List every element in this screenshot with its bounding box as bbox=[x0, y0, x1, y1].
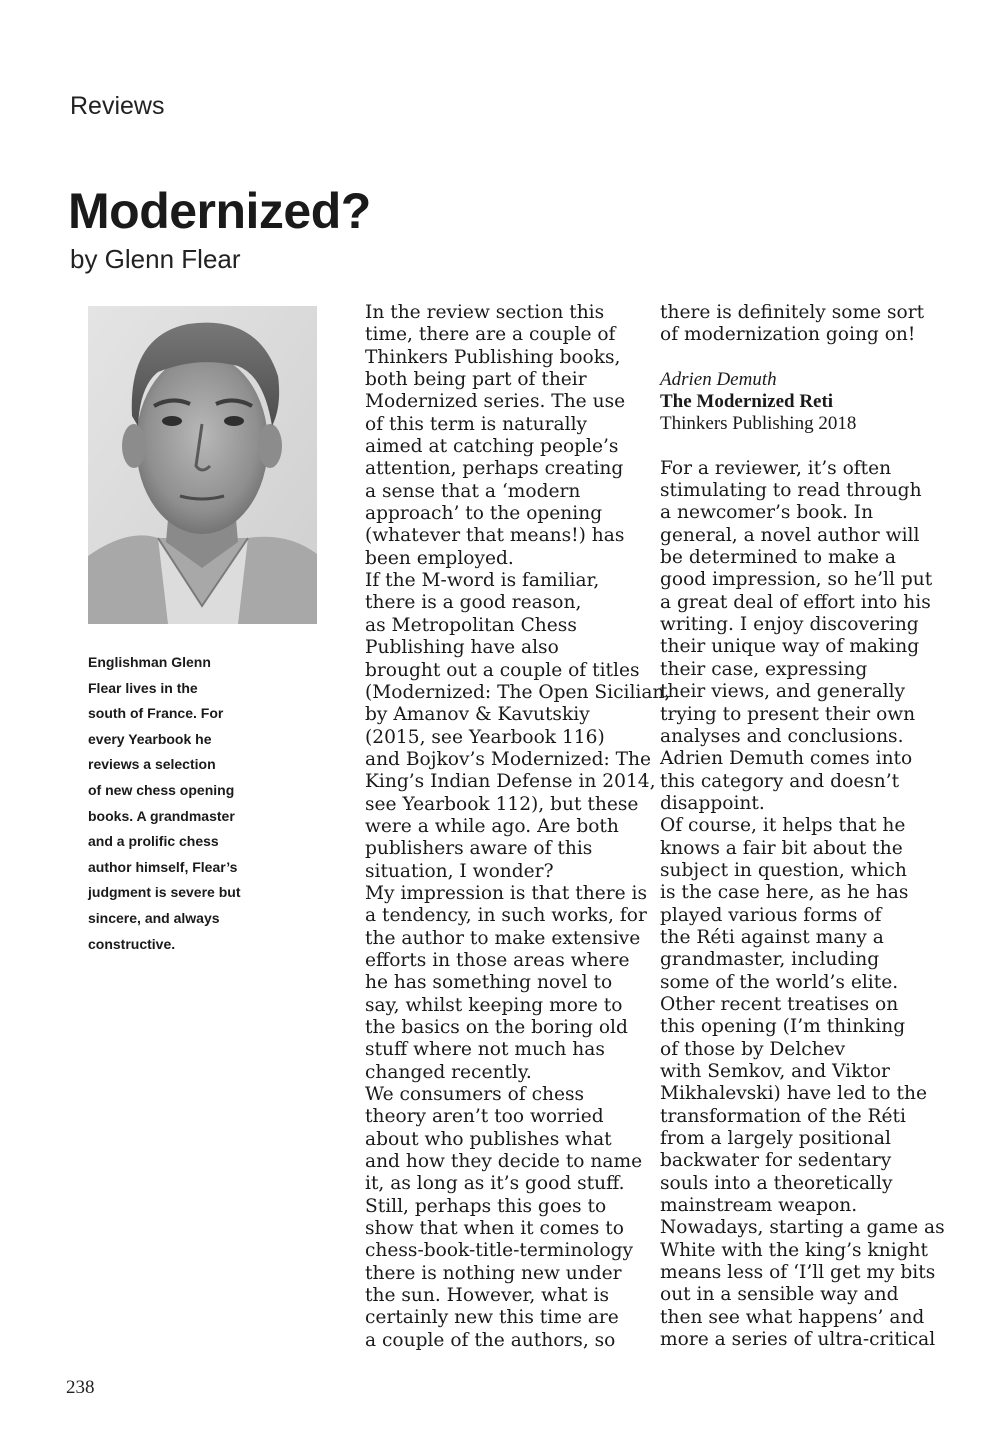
text-line: general, a novel author will bbox=[660, 524, 920, 546]
article-title: Modernized? bbox=[68, 183, 371, 239]
text-line: this category and doesn’t bbox=[660, 770, 900, 792]
text-line: more a series of ultra-critical bbox=[660, 1329, 936, 1351]
text-line: say, whilst keeping more to bbox=[365, 994, 623, 1016]
text-line: as Metropolitan Chess bbox=[365, 614, 577, 636]
text-line: show that when it comes to bbox=[365, 1218, 624, 1240]
text-line: time, there are a couple of bbox=[365, 324, 616, 346]
caption-line: every Yearbook he bbox=[88, 730, 212, 747]
caption-line: books. A grandmaster bbox=[88, 807, 235, 824]
text-line: White with the king’s knight bbox=[660, 1239, 928, 1261]
text-line: of this term is naturally bbox=[365, 413, 588, 435]
text-line: Thinkers Publishing books, bbox=[365, 346, 621, 368]
text-line: souls into a theoretically bbox=[660, 1172, 893, 1194]
text-line: My impression is that there is bbox=[365, 882, 647, 904]
text-line: means less of ‘I’ll get my bits bbox=[660, 1262, 936, 1284]
text-line: the sun. However, what is bbox=[365, 1285, 610, 1307]
text-line: this opening (I’m thinking bbox=[660, 1016, 906, 1038]
text-line: Publishing have also bbox=[365, 637, 559, 659]
text-line: aimed at catching people’s bbox=[365, 436, 619, 458]
text-line: some of the world’s elite. bbox=[660, 971, 899, 993]
text-line: their views, and generally bbox=[660, 681, 906, 703]
text-line: trying to present their own bbox=[660, 703, 916, 725]
text-line: Still, perhaps this goes to bbox=[365, 1195, 607, 1217]
text-line: Other recent treatises on bbox=[660, 993, 899, 1015]
text-line: there is a good reason, bbox=[365, 592, 582, 614]
text-line: out in a sensible way and bbox=[660, 1284, 899, 1306]
text-line: Mikhalevski) have led to the bbox=[660, 1083, 927, 1105]
caption-line: south of France. For bbox=[88, 705, 224, 722]
text-line: a couple of the authors, so bbox=[365, 1329, 616, 1351]
text-line: a tendency, in such works, for bbox=[365, 905, 647, 927]
text-line: Nowadays, starting a game as bbox=[660, 1217, 945, 1239]
caption-line: reviews a selection bbox=[88, 756, 216, 773]
text-line: a newcomer’s book. In bbox=[660, 502, 874, 524]
text-line: certainly new this time are bbox=[365, 1307, 619, 1329]
text-line: and Bojkov’s Modernized: The bbox=[365, 748, 652, 770]
body-column-1 bbox=[365, 302, 671, 1352]
book-title: The Modernized Reti bbox=[660, 391, 834, 413]
paragraph bbox=[365, 1084, 650, 1352]
text-line: both being part of their bbox=[365, 369, 587, 391]
text-line: For a reviewer, it’s often bbox=[660, 457, 892, 479]
text-line: disappoint. bbox=[660, 792, 765, 814]
text-line: he has something novel to bbox=[365, 972, 613, 994]
text-line: situation, I wonder? bbox=[365, 860, 554, 882]
text-line: chess-book-title-terminology bbox=[365, 1240, 634, 1262]
text-line: it, as long as it’s good stuff. bbox=[365, 1173, 625, 1195]
text-line: Adrien Demuth comes into bbox=[660, 748, 913, 770]
text-line: and how they decide to name bbox=[365, 1151, 643, 1173]
caption-line: sincere, and always bbox=[88, 909, 220, 926]
text-line: brought out a couple of titles bbox=[365, 659, 640, 681]
article-byline: by Glenn Flear bbox=[70, 244, 241, 274]
book-publisher: Thinkers Publishing 2018 bbox=[660, 413, 857, 435]
text-line: subject in question, which bbox=[660, 859, 907, 881]
caption-line: constructive. bbox=[88, 935, 176, 952]
text-line: We consumers of chess bbox=[365, 1084, 585, 1106]
paragraph bbox=[365, 302, 650, 570]
text-line: If the M-word is familiar, bbox=[365, 570, 600, 592]
text-line: there is definitely some sort bbox=[660, 302, 925, 323]
text-line: with Semkov, and Viktor bbox=[660, 1061, 890, 1082]
text-line: a sense that a ‘modern bbox=[365, 480, 581, 502]
text-line: changed recently. bbox=[365, 1061, 532, 1083]
text-line: efforts in those areas where bbox=[365, 949, 630, 971]
text-line: backwater for sedentary bbox=[660, 1150, 892, 1172]
text-line: there is nothing new under bbox=[365, 1262, 622, 1284]
text-line: stimulating to read through bbox=[660, 480, 922, 502]
paragraph bbox=[365, 570, 671, 883]
text-line: transformation of the Réti bbox=[660, 1105, 906, 1127]
text-line: grandmaster, including bbox=[660, 949, 880, 971]
text-line: the author to make extensive bbox=[365, 927, 641, 949]
caption-line: judgment is severe but bbox=[88, 884, 241, 901]
text-line: their case, expressing bbox=[660, 658, 868, 680]
book-author: Adrien Demuth bbox=[660, 368, 777, 390]
text-line: a great deal of effort into his bbox=[660, 591, 931, 613]
text-line: knows a fair bit about the bbox=[660, 837, 903, 859]
body-column-2 bbox=[660, 302, 950, 1351]
text-line: (Modernized: The Open Sicilian, bbox=[365, 681, 671, 703]
text-line: approach’ to the opening bbox=[365, 503, 603, 525]
text-line: King’s Indian Defense in 2014, bbox=[365, 771, 656, 793]
paragraph bbox=[365, 883, 650, 1084]
paragraph bbox=[660, 815, 950, 1351]
text-line: be determined to make a bbox=[660, 547, 897, 569]
text-line: then see what happens’ and bbox=[660, 1306, 925, 1328]
caption-line: and a prolific chess bbox=[88, 833, 219, 850]
text-line: their unique way of making bbox=[660, 636, 920, 658]
text-line: (2015, see Yearbook 116) bbox=[365, 726, 605, 748]
text-line: by Amanov & Kavutskiy bbox=[365, 704, 590, 726]
text-line: the basics on the boring old bbox=[365, 1017, 628, 1038]
text-line: attention, perhaps creating bbox=[365, 458, 624, 480]
text-line: about who publishes what bbox=[365, 1128, 612, 1150]
text-line: Of course, it helps that he bbox=[660, 815, 906, 837]
caption-line: author himself, Flear’s bbox=[88, 858, 238, 875]
text-line: been employed. bbox=[365, 547, 514, 569]
text-line: Modernized series. The use bbox=[365, 391, 626, 413]
text-line: of those by Delchev bbox=[660, 1038, 846, 1060]
text-line: publishers aware of this bbox=[365, 838, 593, 860]
text-line: writing. I enjoy discovering bbox=[660, 614, 919, 636]
paragraph bbox=[660, 458, 950, 816]
text-line: good impression, so he’ll put bbox=[660, 569, 933, 591]
caption-line: Flear lives in the bbox=[88, 679, 198, 696]
author-bio-caption bbox=[88, 650, 288, 957]
text-line: the Réti against many a bbox=[660, 926, 884, 948]
text-line: see Yearbook 112), but these bbox=[365, 793, 639, 815]
text-line: from a largely positional bbox=[660, 1128, 891, 1150]
text-line: theory aren’t too worried bbox=[365, 1106, 604, 1128]
text-line: is the case here, as he has bbox=[660, 882, 909, 904]
text-line: analyses and conclusions. bbox=[660, 725, 904, 747]
caption-line: of new chess opening bbox=[88, 781, 235, 798]
section-label: Reviews bbox=[70, 92, 165, 120]
text-line: stuff where not much has bbox=[365, 1039, 605, 1061]
author-portrait-photo bbox=[88, 306, 317, 624]
caption-line: Englishman Glenn bbox=[88, 654, 211, 670]
text-line: In the review section this bbox=[365, 302, 605, 323]
text-line: mainstream weapon. bbox=[660, 1195, 858, 1217]
paragraph bbox=[660, 302, 950, 347]
text-line: were a while ago. Are both bbox=[365, 815, 619, 837]
text-line: of modernization going on! bbox=[660, 324, 916, 346]
text-line: played various forms of bbox=[660, 904, 882, 926]
text-line: (whatever that means!) has bbox=[365, 525, 625, 547]
page-number: 238 bbox=[66, 1377, 95, 1398]
